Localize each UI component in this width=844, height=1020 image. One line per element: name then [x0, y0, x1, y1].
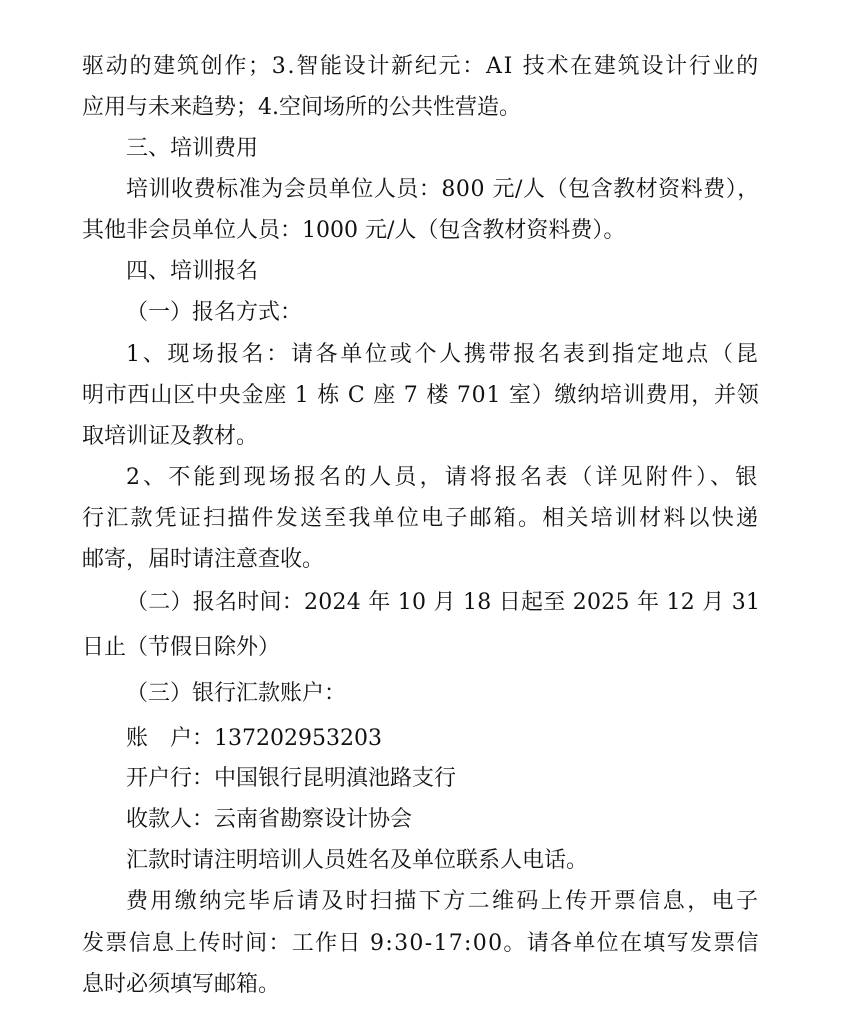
- body-line: 日止（节假日除外）: [82, 635, 281, 660]
- body-line: 取培训证及教材。: [82, 424, 259, 449]
- body-line: 汇款时请注明培训人员姓名及单位联系人电话。: [126, 848, 589, 873]
- subsection-heading: （三）银行汇款账户：: [126, 681, 347, 706]
- section-heading: 三、培训费用: [126, 136, 259, 161]
- body-line: 应用与未来趋势；4.空间场所的公共性营造。: [82, 95, 521, 120]
- body-line: 驱动的建筑创作；3.智能设计新纪元：AI 技术在建筑设计行业的: [82, 54, 760, 79]
- body-line: 行汇款凭证扫描件发送至我单位电子邮箱。相关培训材料以快递: [82, 506, 761, 531]
- body-line: 费用缴纳完毕后请及时扫描下方二维码上传开票信息，电子: [126, 889, 761, 914]
- body-line: 息时必须填写邮箱。: [82, 972, 281, 997]
- bank-name-line: 开户行：中国银行昆明滇池路支行: [126, 766, 457, 791]
- body-line: 培训收费标准为会员单位人员：800 元/人（包含教材资料费），: [126, 177, 760, 202]
- body-line: 明市西山区中央金座 1 栋 C 座 7 楼 701 室）缴纳培训费用，并领: [82, 383, 760, 408]
- payee-line: 收款人：云南省勘察设计协会: [126, 807, 413, 832]
- subsection-heading: （一）报名方式：: [126, 300, 303, 325]
- subsection-heading: （二）报名时间：2024 年 10 月 18 日起至 2025 年 12 月 31: [126, 590, 761, 615]
- body-line: 发票信息上传时间：工作日 9:30-17:00。请各单位在填写发票信: [82, 931, 760, 956]
- body-line: 2、不能到现场报名的人员，请将报名表（详见附件）、银: [126, 465, 761, 490]
- body-line: 其他非会员单位人员：1000 元/人（包含教材资料费）。: [82, 218, 626, 243]
- body-line: 1、现场报名：请各单位或个人携带报名表到指定地点（昆: [126, 342, 761, 367]
- section-heading: 四、培训报名: [126, 259, 259, 284]
- account-number-line: 账 户：137202953203: [126, 726, 382, 751]
- body-line: 邮寄，届时请注意查收。: [82, 547, 325, 572]
